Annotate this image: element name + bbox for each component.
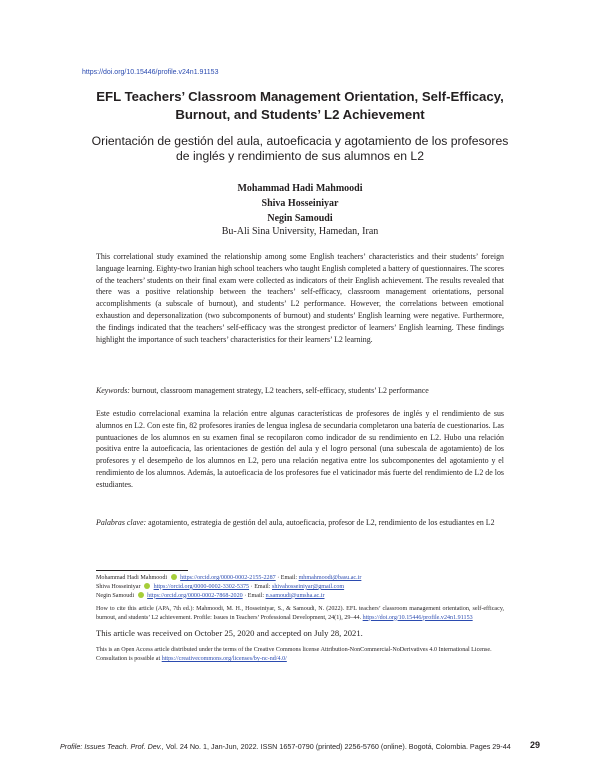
email-link[interactable]: mhmahmoodi@basu.ac.ir [298, 575, 362, 581]
citation [96, 605, 504, 622]
footnote-author-1 [96, 574, 504, 583]
license-text: This is an Open Access article distributed under the terms of the Creative Commons license Attribution-NonCommercial-NoDerivatives 4.0 International License. Consultation is possible at [96, 647, 492, 662]
keywords-label: Keywords: [96, 386, 130, 395]
title-line-1: EFL Teachers’ Classroom Management Orientation, Self-Efficacy, [96, 89, 504, 104]
footnote-name: Mohammad Hadi Mahmoodi [96, 575, 168, 581]
footnote-name: Negin Samoudi [96, 592, 135, 599]
keywords-spanish [96, 517, 504, 529]
orcid-icon [138, 592, 144, 598]
orcid-link[interactable]: https://orcid.org/0000-0002-3302-5375 [153, 583, 250, 590]
footnote-name: Shiva Hosseiniyar [96, 583, 141, 590]
orcid-link[interactable]: https://orcid.org/0000-0002-2155-2287 [180, 575, 276, 581]
subtitle-line-2: de inglés y rendimiento de sus alumnos en L2 [176, 149, 424, 163]
footer-journal: Profile: Issues Teach. Prof. Dev., [60, 742, 164, 751]
author-footnotes [96, 574, 504, 600]
email-label: · Email: [250, 583, 271, 590]
doi-link[interactable]: https://doi.org/10.15446/profile.v24n1.91153 [82, 69, 219, 76]
keywords-es-text: agotamiento, estrategia de gestión del aula, autoeficacia, profesor de L2, rendimiento de los estudiantes en L2 [148, 518, 495, 527]
keywords-english [96, 385, 504, 397]
abstract-english: This correlational study examined the relationship among some English teachers’ characteristics and their students’ foreign language learning. Eighty-two Iranian high school teachers who taught English completed a battery of questionnaires. The scores of the teachers’ students on their final exam were collected as indicators of their English achievement. The results revealed that there was a positive relationship between the teachers’ self-efficacy, classroom management orientations, personal accomplishments (a subscale of burnout), and students’ L2 performance. However, the correlations between emotional exhaustion and depersonalization (two subcomponents of burnout) and students’ English learning were negative. Furthermore, the findings indicated that the teachers’ self-efficacy was the strongest predictor of learners’ English learning. These findings highlight the importance of such teachers’ characteristics for their learners’ L2 learning. [96, 252, 504, 344]
title-line-2: Burnout, and Students’ L2 Achievement [175, 107, 425, 122]
page-footer [60, 742, 540, 751]
keywords-es-label: Palabras clave: [96, 518, 147, 527]
footnote-divider [96, 570, 188, 571]
email-link[interactable]: shivahosseiniyar@gmail.com [271, 583, 345, 590]
orcid-icon [144, 583, 150, 589]
author-1: Mohammad Hadi Mahmoodi [237, 183, 363, 194]
received-date: This article was received on October 25, 2020 and accepted on July 28, 2021. [96, 628, 363, 638]
keywords-text: burnout, classroom management strategy, L2 teachers, self-efficacy, students’ L2 performance [131, 386, 429, 395]
footnote-author-3 [96, 592, 504, 601]
citation-text: How to cite this article (APA, 7th ed.): Mahmoodi, M. H., Hosseiniyar, S., & Samoudi, N. (2022). EFL teachers’ classroom management orientation, self-efficacy, burnout, and students’ L2 achievement. Profile: Issues in Teachers’ Professional Development, 24(1), 29–44. [96, 606, 504, 621]
license-notice [96, 646, 504, 664]
page-number: 29 [529, 740, 540, 750]
orcid-link[interactable]: https://orcid.org/0000-0002-7868-2020 [147, 592, 243, 599]
author-2: Shiva Hosseiniyar [261, 198, 339, 209]
email-label: · Email: [277, 575, 298, 581]
footnote-author-2 [96, 583, 504, 592]
subtitle-line-1: Orientación de gestión del aula, autoeficacia y agotamiento de los profesores [91, 134, 509, 148]
orcid-icon [171, 574, 177, 580]
email-label: · Email: [244, 592, 265, 599]
author-3: Negin Samoudi [267, 213, 333, 224]
citation-doi-link[interactable]: https://doi.org/10.15446/profile.v24n1.91153 [362, 614, 473, 621]
affiliation: Bu-Ali Sina University, Hamedan, Iran [221, 226, 379, 237]
email-link[interactable]: n.samoudi@umsha.ac.ir [265, 592, 325, 599]
abstract-spanish: Este estudio correlacional examina la relación entre algunas características de profesores de inglés y el rendimiento de sus alumnos en L2. Con este fin, 82 profesores iraníes de lengua inglesa de secundaria completaron una batería de cuestionarios. Las puntuaciones de los alumnos en su examen final se recopilaron como indicador de su rendimiento en L2. Hubo una relación positiva entre la autoeficacia, las orientaciones de gestión del aula y el logro personal (una subescala de agotamiento) de los profesores y el desempeño de los alumnos en L2, pero una relación negativa entre los subcomponentes del agotamiento y el rendimiento de los alumnos. Además, la autoeficacia de los profesores fue el vaticinador más fuerte del rendimiento de L2 de los estudiantes. [96, 409, 504, 489]
article-subtitle [60, 134, 540, 164]
article-title [60, 88, 540, 124]
license-link[interactable]: https://creativecommons.org/licenses/by-nc-nd/4.0/ [161, 656, 287, 662]
footer-details: Vol. 24 No. 1, Jan-Jun, 2022. ISSN 1657-0790 (printed) 2256-5760 (online). Bogotá, Colombia. Pages 29-44 [165, 742, 511, 751]
